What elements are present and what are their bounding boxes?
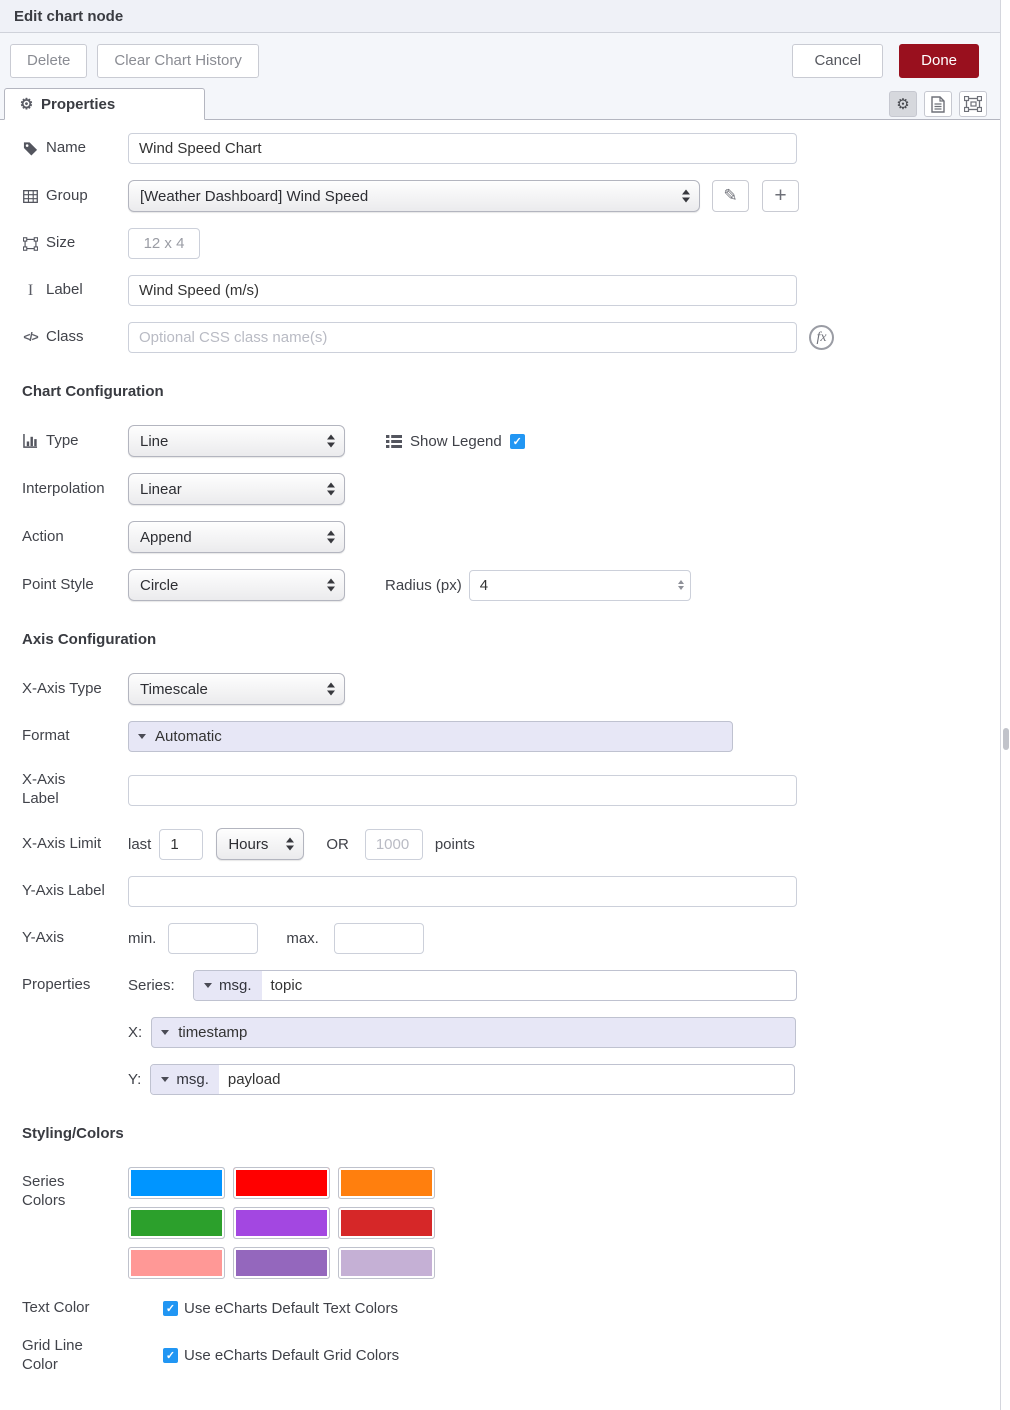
type-select[interactable] [128, 425, 345, 457]
y-axis-minmax-row [22, 923, 978, 954]
x-axis-label-label: X-Axis Label [22, 771, 66, 807]
clear-chart-history-button[interactable]: Clear Chart History [97, 44, 259, 78]
grid-color-checkbox-label: Use eCharts Default Grid Colors [184, 1347, 400, 1365]
y-type-button[interactable] [151, 1065, 219, 1094]
y-max-input[interactable] [334, 923, 424, 954]
y-axis-label-input[interactable] [128, 876, 797, 907]
dialog-toolbar [0, 33, 1000, 88]
properties-form [0, 120, 1000, 1375]
text-color-row [22, 1293, 978, 1324]
name-label: Name [46, 139, 87, 157]
radius-group [385, 570, 691, 601]
radius-input[interactable] [469, 570, 691, 601]
series-color-swatch[interactable] [128, 1247, 225, 1279]
class-input[interactable] [128, 322, 797, 353]
chevron-down-icon [204, 983, 212, 988]
dialog-title: Edit chart node [14, 7, 124, 25]
group-select[interactable] [128, 180, 700, 212]
name-row [22, 133, 978, 164]
series-prefix-label: msg. [219, 977, 252, 994]
label-row [22, 275, 978, 306]
series-colors-label: Series Colors [22, 1173, 66, 1209]
size-label: Size [46, 234, 76, 252]
y-property-row [22, 1064, 978, 1095]
series-color-swatch[interactable] [338, 1247, 435, 1279]
number-spinner-icon[interactable] [678, 580, 684, 590]
select-arrows-icon [286, 838, 294, 851]
x-axis-type-label: X-Axis Type [22, 679, 102, 697]
series-color-swatch[interactable] [233, 1167, 330, 1199]
tab-properties-label: Properties [41, 95, 116, 113]
group-select-value: [Weather Dashboard] Wind Speed [140, 187, 369, 205]
table-icon [22, 190, 39, 203]
grid-color-label: Grid Line Color [22, 1337, 83, 1373]
group-row [22, 180, 978, 212]
interpolation-row [22, 473, 978, 505]
series-label: Series: [128, 977, 175, 994]
radius-label: Radius (px) [385, 576, 462, 594]
properties-tab-button[interactable] [889, 91, 917, 117]
select-arrows-icon [327, 531, 335, 544]
bar-chart-icon [22, 434, 39, 448]
edit-group-button[interactable] [712, 180, 749, 212]
series-color-swatch[interactable] [338, 1207, 435, 1239]
format-row [22, 721, 978, 752]
tab-bar [0, 88, 1000, 120]
label-label: Label [46, 281, 83, 299]
text-color-checkbox-label: Use eCharts Default Text Colors [184, 1300, 398, 1317]
series-color-swatch[interactable] [233, 1247, 330, 1279]
select-arrows-icon [327, 579, 335, 592]
grid-color-row [22, 1337, 978, 1375]
y-axis-label-label: Y-Axis Label [22, 882, 105, 900]
limit-last-input[interactable] [159, 829, 203, 860]
y-min-input[interactable] [168, 923, 258, 954]
y-prefix-label: msg. [176, 1071, 209, 1088]
action-label: Action [22, 527, 64, 545]
group-label: Group [46, 186, 88, 204]
document-icon [931, 96, 945, 113]
y-axis-label-row [22, 876, 978, 907]
series-value[interactable]: topic [270, 977, 303, 994]
x-axis-type-select[interactable] [128, 673, 345, 705]
properties-label: Properties [22, 976, 91, 994]
text-color-label: Text Color [22, 1299, 90, 1317]
action-select-value: Append [140, 528, 192, 546]
action-select[interactable] [128, 521, 345, 553]
limit-unit-value: Hours [228, 835, 269, 853]
select-arrows-icon [682, 190, 690, 203]
series-color-swatch[interactable] [128, 1167, 225, 1199]
x-property-label: X: [128, 1024, 143, 1041]
add-group-button[interactable] [762, 180, 799, 212]
series-type-button[interactable] [194, 971, 262, 1000]
series-color-swatch[interactable] [233, 1207, 330, 1239]
object-group-icon [964, 96, 982, 112]
type-label: Type [46, 431, 79, 449]
scrollbar[interactable] [1000, 0, 1010, 1410]
description-tab-button[interactable] [924, 91, 952, 117]
x-axis-type-select-value: Timescale [140, 680, 208, 698]
tag-icon [22, 141, 39, 156]
point-style-select[interactable] [128, 569, 345, 601]
chart-configuration-heading: Chart Configuration [22, 383, 164, 400]
type-row [22, 425, 978, 457]
last-label: last [128, 835, 152, 853]
series-typed-input[interactable] [193, 970, 797, 1001]
series-color-swatch[interactable] [338, 1167, 435, 1199]
appearance-tab-button[interactable] [959, 91, 987, 117]
done-button[interactable]: Done [899, 44, 979, 78]
points-label: points [434, 835, 475, 853]
tab-properties[interactable] [4, 88, 205, 120]
x-axis-limit-row [22, 828, 978, 860]
text-color-checkbox[interactable] [163, 1301, 178, 1316]
show-legend-checkbox[interactable] [510, 434, 525, 449]
fx-icon: fx [809, 325, 834, 350]
plus-icon: + [774, 184, 787, 207]
object-group-icon [22, 237, 39, 251]
styling-colors-heading: Styling/Colors [22, 1125, 124, 1142]
max-label: max. [286, 930, 319, 947]
point-style-row [22, 569, 978, 601]
limit-unit-select[interactable] [216, 828, 304, 860]
min-label: min. [128, 930, 157, 947]
point-style-select-value: Circle [140, 576, 179, 594]
y-property-label: Y: [128, 1071, 142, 1088]
chevron-down-icon [161, 1030, 169, 1035]
or-label: OR [326, 835, 349, 853]
format-value: Automatic [155, 728, 222, 745]
format-typed-input[interactable] [128, 721, 733, 752]
format-label: Format [22, 727, 70, 745]
text-cursor-icon: I [27, 281, 34, 299]
code-icon: </> [23, 330, 38, 344]
show-legend-label: Show Legend [410, 432, 502, 450]
label-input[interactable] [128, 275, 797, 306]
select-arrows-icon [327, 435, 335, 448]
interpolation-label: Interpolation [22, 479, 105, 497]
series-property-row [22, 970, 978, 1001]
x-property-value: timestamp [178, 1024, 248, 1041]
gear-icon: ⚙ [19, 96, 34, 113]
interpolation-select[interactable] [128, 473, 345, 505]
name-input[interactable] [128, 133, 797, 164]
series-colors-row [22, 1167, 978, 1279]
scrollbar-thumb[interactable] [1003, 728, 1009, 750]
chevron-down-icon [161, 1077, 169, 1082]
x-axis-limit-label: X-Axis Limit [22, 834, 102, 852]
x-axis-label-input[interactable] [128, 775, 797, 806]
axis-configuration-heading: Axis Configuration [22, 631, 157, 648]
action-row [22, 521, 978, 553]
grid-color-checkbox[interactable] [163, 1348, 178, 1363]
x-property-row [22, 1017, 978, 1048]
pencil-icon: ✎ [723, 186, 738, 205]
x-axis-label-row [22, 768, 978, 812]
series-color-swatch[interactable] [128, 1207, 225, 1239]
type-select-value: Line [140, 432, 169, 450]
list-icon [385, 435, 402, 448]
size-button[interactable]: 12 x 4 [128, 228, 200, 259]
cancel-button[interactable]: Cancel [792, 44, 883, 78]
show-legend-group [385, 433, 525, 450]
chevron-down-icon [138, 734, 146, 739]
dialog-header [0, 0, 1000, 33]
point-style-label: Point Style [22, 575, 94, 593]
x-axis-type-row [22, 673, 978, 705]
series-colors-grid [128, 1167, 435, 1279]
limit-points-input[interactable] [365, 829, 423, 860]
y-axis-label: Y-Axis [22, 929, 64, 947]
size-row [22, 228, 978, 259]
select-arrows-icon [327, 683, 335, 696]
class-row [22, 322, 978, 353]
gear-icon: ⚙ [896, 96, 910, 113]
class-label: Class [46, 328, 84, 346]
x-typed-input[interactable] [151, 1017, 796, 1048]
select-arrows-icon [327, 483, 335, 496]
interpolation-select-value: Linear [140, 480, 182, 498]
delete-button[interactable]: Delete [10, 44, 87, 78]
y-typed-input[interactable] [150, 1064, 795, 1095]
y-property-value[interactable]: payload [227, 1071, 281, 1088]
